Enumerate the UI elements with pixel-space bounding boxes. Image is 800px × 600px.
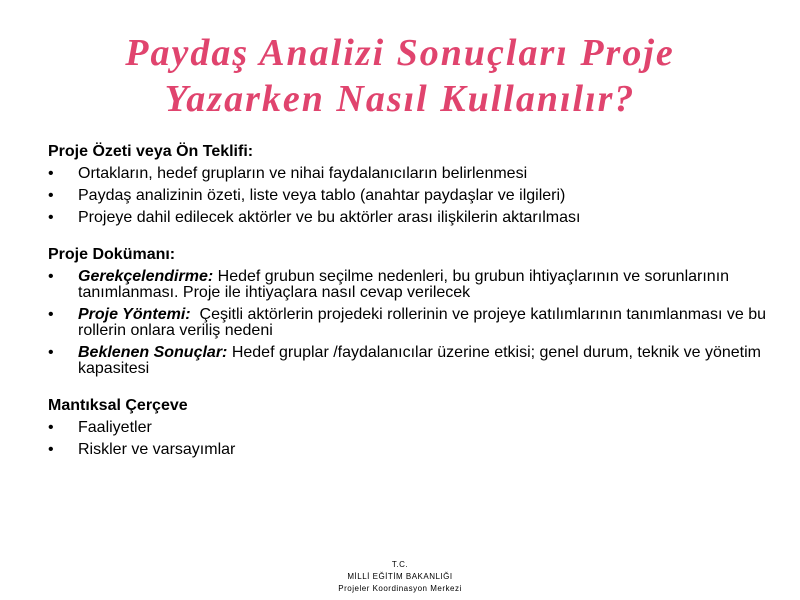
item-lead: Beklenen Sonuçlar: xyxy=(78,344,228,361)
list-item xyxy=(48,269,768,301)
item-lead: Gerekçelendirme: xyxy=(78,268,214,285)
item-text: Projeye dahil edilecek aktörler ve bu aktörler arası ilişkilerin aktarılması xyxy=(78,209,581,226)
bullet-icon: • xyxy=(48,441,54,458)
section-proje-dokumani xyxy=(48,244,771,377)
bullet-list xyxy=(48,268,771,377)
list-item xyxy=(48,345,768,377)
list-item xyxy=(48,306,771,339)
item-text: Riskler ve varsayımlar xyxy=(78,441,236,458)
section-proje-ozeti xyxy=(48,141,768,226)
bullet-list xyxy=(48,420,768,458)
bullet-icon: • xyxy=(48,268,54,285)
list-item xyxy=(48,188,768,204)
footer-organization xyxy=(0,559,800,595)
footer-line-1: T.C. xyxy=(391,560,409,569)
item-text: Paydaş analizinin özeti, liste veya tablo (anahtar paydaşlar ve ilgileri) xyxy=(78,187,566,204)
section-heading: Proje Özeti veya Ön Teklifi: xyxy=(48,143,254,160)
list-item xyxy=(48,210,768,226)
list-item xyxy=(48,420,768,436)
bullet-icon: • xyxy=(48,165,54,182)
footer-line-2: MİLLİ EĞİTİM BAKANLIĞI xyxy=(347,572,453,581)
footer-line-3: Projeler Koordinasyon Merkezi xyxy=(338,584,462,593)
slide-title xyxy=(0,30,800,122)
item-text: Çeşitli aktörlerin projedeki rollerinin ve projeye katılımlarının tanımlanması ve bu rollerin onlara veriliş nedeni xyxy=(78,306,771,339)
bullet-icon: • xyxy=(48,344,54,361)
bullet-icon: • xyxy=(48,419,54,436)
item-lead: Proje Yöntemi: xyxy=(78,306,191,323)
section-mantiksal-cerceve xyxy=(48,395,768,458)
list-item xyxy=(48,166,768,182)
item-text: Hedef grubun seçilme nedenleri, bu grubun ihtiyaçlarının ve sorunlarının tanımlanması. Proje ile ihtiyaçlara nasıl cevap verilecek xyxy=(78,268,730,301)
bullet-icon: • xyxy=(48,306,54,323)
section-heading: Proje Dokümanı: xyxy=(48,246,176,263)
title-line-1: Paydaş Analizi Sonuçları Proje xyxy=(125,32,675,74)
item-text: Hedef gruplar /faydalanıcılar üzerine etkisi; genel durum, teknik ve yönetim kapasitesi xyxy=(78,344,761,377)
list-item xyxy=(48,442,768,458)
title-line-2: Yazarken Nasıl Kullanılır? xyxy=(164,78,636,120)
bullet-icon: • xyxy=(48,209,54,226)
bullet-icon: • xyxy=(48,187,54,204)
bullet-list xyxy=(48,166,768,226)
item-text: Faaliyetler xyxy=(78,419,152,436)
section-heading: Mantıksal Çerçeve xyxy=(48,397,188,414)
item-text: Ortakların, hedef grupların ve nihai faydalanıcıların belirlenmesi xyxy=(78,165,528,182)
slide-body xyxy=(48,141,771,476)
